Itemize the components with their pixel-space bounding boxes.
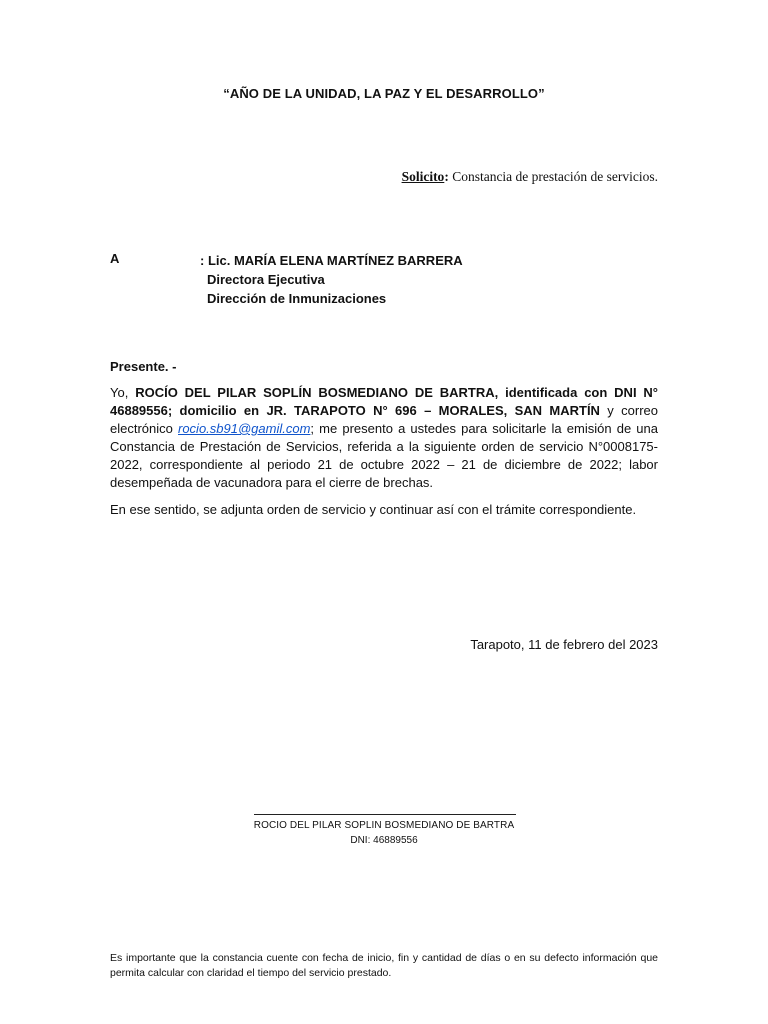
body-paragraph-1	[110, 384, 658, 492]
addressee-position: Directora Ejecutiva	[207, 272, 325, 287]
body-rest: ; me presento a ustedes para solicitarle la emisión de una Constancia de Prestación de Servicios, referida a la siguiente orden de servicio N°0008175-2022, correspondiente al periodo 21 de octubre 2022 – 21 de diciembre de 2022; labor desempeñada de vacunadora para el cierre de brechas.	[110, 421, 658, 490]
subject-text: Constancia de prestación de servicios.	[448, 169, 658, 184]
signature-name: ROCIO DEL PILAR SOPLIN BOSMEDIANO DE BARTRA	[253, 820, 515, 831]
body-paragraph-2: En ese sentido, se adjunta orden de servicio y continuar así con el trámite correspondiente.	[110, 502, 637, 517]
applicant-name: ROCÍO DEL PILAR SOPLÍN BOSMEDIANO DE BARTRA	[135, 385, 495, 400]
subject-line	[402, 169, 658, 185]
signature-dni: DNI: 46889556	[350, 835, 418, 846]
addressee-a-label: A	[110, 251, 120, 266]
addressee-name: : Lic. MARÍA ELENA MARTÍNEZ BARRERA	[200, 253, 463, 268]
document-year-title: “AÑO DE LA UNIDAD, LA PAZ Y EL DESARROLLO”	[223, 86, 545, 101]
place-date: Tarapoto, 11 de febrero del 2023	[470, 637, 658, 652]
email-intro: y correo electrónico	[110, 403, 658, 436]
body-intro: Yo,	[110, 385, 136, 400]
greeting: Presente. -	[110, 359, 177, 374]
subject-colon: :	[444, 169, 449, 184]
email-link[interactable]: rocio.sb91@gamil.com	[178, 421, 311, 436]
signature-line	[254, 814, 516, 815]
addressee-block	[200, 251, 463, 308]
applicant-dni-address: , identificada con DNI N° 46889556; domicilio en JR. TARAPOTO N° 696 – MORALES, SAN MARTÍN	[110, 385, 658, 418]
footer-note: Es importante que la constancia cuente con fecha de inicio, fin y cantidad de días o en su defecto información que permita calcular con claridad el tiempo del servicio prestado.	[110, 952, 658, 979]
subject-label: Solicito	[401, 169, 445, 184]
addressee-office: Dirección de Inmunizaciones	[207, 291, 387, 306]
